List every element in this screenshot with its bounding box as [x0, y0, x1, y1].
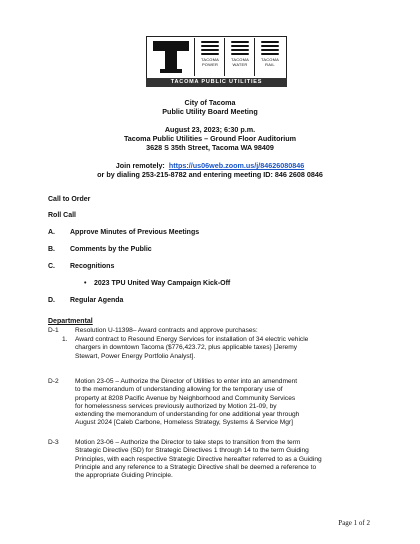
water-icon: TACOMA WATER	[224, 38, 255, 76]
zoom-link[interactable]: https://us06web.zoom.us/j/84626080846	[168, 161, 305, 170]
d2-text: Motion 23-05 – Authorize the Director of Utilities to enter into an amendment to the memorandum of understanding allowing for the temporary use of property at 8208 Pacific Avenue by Neighborhood and Community Services for homelessness services previously authorized by Motion 21-09, by extending the memorandum of understanding for one additional year through August 2024 [Caleb Carbone, Homeless Strategy, Systems & Service Mgr]	[75, 378, 300, 427]
meeting-date: August 23, 2023; 6:30 p.m.	[164, 125, 256, 134]
agenda-letter-a: A.	[48, 229, 55, 236]
dial-in-info: or by dialing 253-215-8782 and entering meeting ID: 846 2608 0846	[97, 170, 323, 179]
agenda-letter-b: B.	[48, 246, 55, 253]
tacoma-public-utilities-logo	[146, 36, 287, 80]
logo-band: TACOMA PUBLIC UTILITIES	[146, 78, 287, 87]
join-label: Join remotely:	[115, 161, 165, 170]
call-to-order: Call to Order	[48, 196, 91, 203]
rail-icon: TACOMA RAIL	[254, 38, 285, 76]
agenda-item-a: Approve Minutes of Previous Meetings	[70, 229, 200, 236]
roll-call: Roll Call	[48, 212, 77, 219]
bullet-icon: •	[84, 280, 87, 287]
meeting-location: Tacoma Public Utilities – Ground Floor Auditorium	[123, 134, 297, 143]
departmental-heading: Departmental	[48, 318, 93, 325]
recognition-item: 2023 TPU United Way Campaign Kick-Off	[94, 280, 231, 287]
agenda-item-b: Comments by the Public	[70, 246, 152, 253]
header-city: City of Tacoma	[184, 98, 236, 107]
agenda-letter-d: D.	[48, 297, 55, 304]
d1-sub-number: 1.	[62, 336, 68, 343]
tacoma-t-icon	[148, 38, 194, 76]
d3-number: D-3	[48, 439, 59, 446]
d2-number: D-2	[48, 378, 59, 385]
join-remotely	[0, 161, 420, 170]
d3-text: Motion 23-06 – Authorize the Director to take steps to transition from the term Strategic Directive (SD) for Strategic Directives 1 through 14 to the term Guiding Principles, with each respective Strategic Directive hereafter referred to as a Guiding Principle and any reference to a Strategic Directive shall be deemed a reference to the appropriate Guiding Principle.	[75, 439, 322, 480]
page-number: Page 1 of 2	[338, 519, 370, 527]
agenda-letter-c: C.	[48, 263, 55, 270]
agenda-item-c: Recognitions	[70, 263, 115, 270]
d1-text: Resolution U-11398– Award contracts and approve purchases:	[75, 327, 258, 334]
header-board: Public Utility Board Meeting	[162, 107, 258, 116]
power-icon: TACOMA POWER	[194, 38, 225, 76]
d1-sub-text: Award contract to Resound Energy Services for installation of 34 electric vehicle chargers in downtown Tacoma ($776,423.72, plus applicable taxes) [Jeremy Stewart, Power Energy Portfolio Analyst].	[75, 336, 309, 360]
agenda-item-d: Regular Agenda	[70, 297, 124, 304]
meeting-address: 3628 S 35th Street, Tacoma WA 98409	[146, 143, 274, 152]
d1-number: D-1	[48, 327, 59, 334]
